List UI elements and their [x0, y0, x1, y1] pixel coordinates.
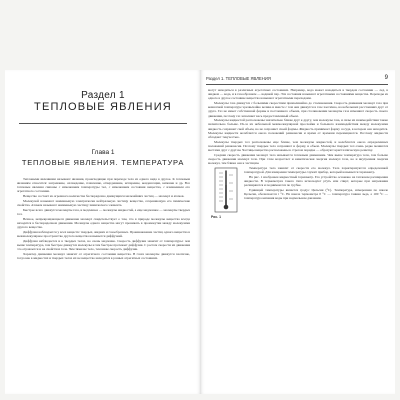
paragraph: Вечное, непрекращающееся движение молекул свидетельствует о том, что в природе молекулы вещества всегда находятся в беспорядочном движении. Молекулы одного вещества могут проникать в промежутки между молекулами другого вещества.: [17, 216, 190, 230]
section-title: [5, 90, 201, 113]
chapter-heading: ТЕПЛОВЫЕ ЯВЛЕНИЯ. ТЕМПЕРАТУРА: [21, 158, 185, 167]
paragraph: На рис. 1 изображен жидкостный термометр. Его устройство основано на тепловом расширении жидкости. В термометрах такого типа используют ртуть или спирт, которые при нагревании расширяются и поднимаются по трубке.: [244, 174, 388, 188]
section-divider: [19, 123, 187, 124]
left-body: [17, 177, 190, 261]
paragraph: могут находиться в различных агрегатных состояниях. Например, вода может находиться в твердом состоянии — лед, в жидком — вода, и в газообразном — водяной пар. Эти состояния называют агрегатными состояниями вещества. Переходы из одного в другое состояние вещества называют агрегатными переходами.: [208, 88, 388, 101]
paragraph: Вещество состоит из огромного количества беспорядочно движущихся мельчайших частиц — молекул и атомов.: [23, 194, 185, 199]
paragraph: Температура тела зависит от скорости его молекул. Тела характеризуются определенной температурой. Для измерения температуры служит прибор, который называется термометр.: [244, 165, 388, 175]
figure-block: [208, 166, 388, 222]
chapter-label: Глава 1: [91, 149, 115, 156]
right-page: [200, 70, 395, 394]
thermometer-icon: [212, 167, 240, 215]
paragraph: Диффузия наблюдается и в твердых телах, но очень медленно. Скорость диффузии зависит от температуры: чем выше температура, тем быстрее движутся молекулы и тем быстрее протекает диффузия. С ростом скорости их движения это отражается и на свойствах тела. Чем тяжелее тело, тем ниже скорость диффузии.: [17, 238, 190, 252]
paragraph: Характер движения молекул зависит от агрегатного состояния вещества. В газах молекулы движутся хаотично, тогда как в жидкостях и твердых телах их не вещество находится в разных агрегатных состояниях.: [17, 251, 190, 260]
figure-text: [244, 166, 388, 201]
left-page: [5, 70, 201, 394]
paragraph: Молекулы газа движутся с большими скоростями прямолинейно до столкновения. Скорость движения молекул газа при комнатной температуре чрезвычайно велика и вместе с тем они движутся в газе хаотично, на небольших расстояниях друг от друга. Газ не имеет собственной формы и постоянного объема, при столкновении молекулы газа изменяют скорость своего движения, поэтому газ заполняет весь предоставленный объем.: [208, 101, 388, 118]
paragraph: Молекулой называют наименьшую электрически нейтральную частицу вещества, сохраняющую его химические свойства. Атомом называют наименьшую частицу химического элемента.: [17, 198, 190, 208]
paragraph: Быстрее всего движутся молекулы газа, и медленнее — молекулы жидкостей, а еще медленнее — молекулы твердых тел.: [17, 207, 190, 217]
chapter-title: [5, 149, 201, 167]
right-body: [208, 88, 388, 222]
section-heading: ТЕПЛОВЫЕ ЯВЛЕНИЯ: [34, 101, 172, 113]
paragraph: Молекулы твердых тел расположены еще ближе, чем молекулы жидкостей, и колеблются около определенных положений равновесия. Поэтому твердые тела сохраняют и форму, и объем. Молекулы твердых тел очень редко меняются местами друг с другом. Частицы вещества расположены в строгом порядке — образуют кристаллическую решетку.: [208, 139, 388, 152]
paragraph: Единицей температуры является градус Цельсия (°С). Температура, измеренная по шкале Цельсия, обозначается t °С. На шкале термометра 0 °С — температура таяния льда, а 100 °С — температура кипения воды при нормальном давлении.: [244, 187, 388, 201]
section-label: Раздел 1: [81, 90, 125, 101]
page-number: 9: [384, 75, 388, 81]
thermometer-figure: [208, 166, 244, 222]
paragraph: Тепловыми явлениями называют явления, происходящие при переходе тела из одного вида в другое. К тепловым явлениям относятся: нагревание, охлаждение, плавление, отвердевание, испарение, конденсация, кипение и др. Все тепловые явления связаны с изменением температуры тел, с изменением состояния вещества, с изменением его агрегатного состояния.: [17, 177, 190, 194]
running-header-label: Раздел 1. ТЕПЛОВЫЕ ЯВЛЕНИЯ: [206, 76, 271, 81]
paragraph: Диффузия наблюдается у всех веществ: твердых, жидких и газообразных. Проникновение частиц одного вещества в межмолекулярное пространство другого вещества называется диффузией.: [17, 229, 190, 238]
running-header: [206, 76, 388, 85]
figure-caption: Рис. 1: [211, 214, 222, 219]
paragraph: Молекулы жидкостей расположены значительно ближе друг к другу, чем молекулы газа, и силы их взаимодействия также значительно больше. Из-за их небольшой межмолекулярной прослойки и большого взаимодействия между молекулами жидкость сохраняет свой объем, но не сохраняет своей формы. Жидкость принимает форму сосуда, в котором она находится. Молекулы жидкости колеблются около положений равновесия и время от времени перемещаются. Поэтому жидкости обладают текучестью.: [208, 118, 388, 139]
paragraph: Средняя скорость движения молекул тела называется тепловым движением. Чем выше температура тела, тем больше скорость движения молекул тела. При этом возрастает и кинетическая энергия молекул тела, но и внутренняя энергия молекул, тем ближе она к частицам.: [208, 152, 388, 166]
